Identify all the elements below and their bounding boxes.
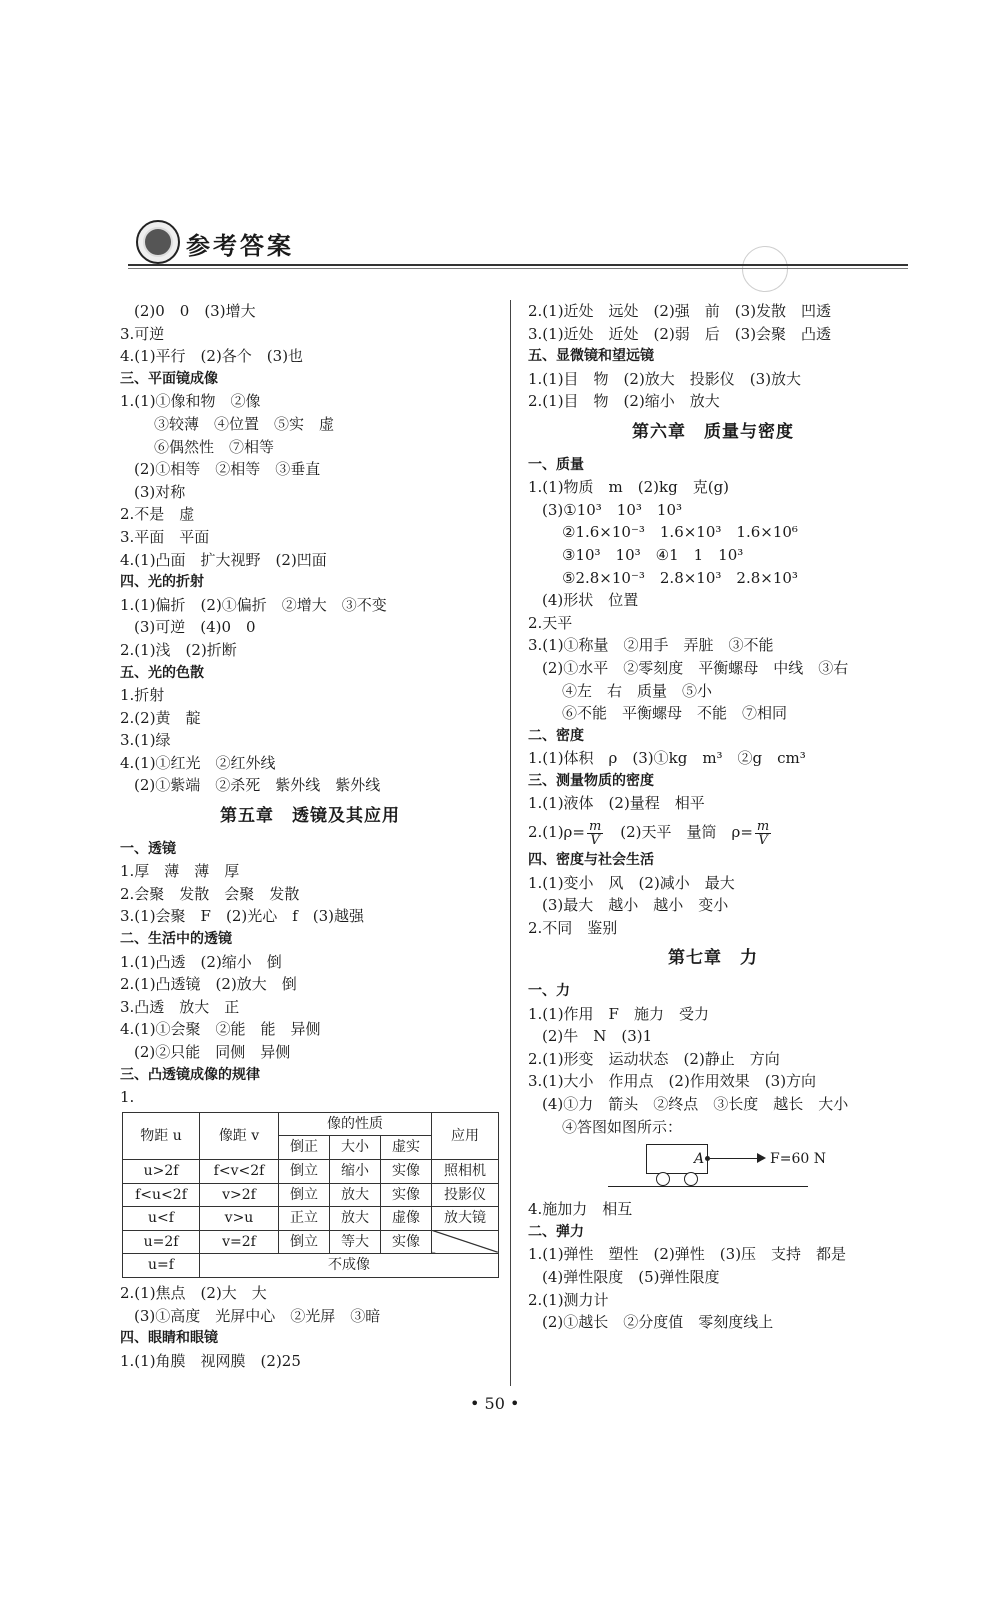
answer-line: 1.折射	[120, 686, 165, 705]
section-heading: 三、测量物质的密度	[528, 772, 654, 789]
answer-line: 3.(1)绿	[120, 731, 171, 750]
answer-line: ⑥不能 平衡螺母 不能 ⑦相同	[562, 704, 788, 723]
section-heading: 二、弹力	[528, 1223, 584, 1240]
answer-line: 1.(1)作用 F 施力 受力	[528, 1004, 709, 1023]
answer-line: ②1.6×10⁻³ 1.6×10³ 1.6×10⁶	[562, 523, 798, 542]
answer-line: 3.(1)近处 近处 (2)弱 后 (3)会聚 凸透	[528, 324, 832, 343]
lens-imaging-table	[122, 1112, 499, 1278]
formula-text: 2.(1)ρ=	[528, 823, 585, 842]
answer-line: 2.天平	[528, 613, 573, 632]
answer-line: 3.(1)会聚 F (2)光心 f (3)越强	[120, 907, 365, 926]
answer-line: 2.(1)凸透镜 (2)放大 倒	[120, 975, 297, 994]
chapter-title: 第六章 质量与密度	[632, 421, 794, 442]
formula-text: (2)天平 量筒 ρ=	[605, 823, 753, 842]
table-cell: u=f	[123, 1254, 200, 1278]
answer-line: 4.(1)凸面 扩大视野 (2)凹面	[120, 550, 327, 569]
answer-line: (2)①越长 ②分度值 零刻度线上	[542, 1313, 774, 1332]
point-label: A	[694, 1151, 705, 1168]
answer-line: 1.(1)物质 m (2)kg 克(g)	[528, 478, 730, 497]
section-heading: 五、光的色散	[120, 664, 204, 681]
table-cell: 放大镜	[432, 1207, 499, 1231]
fraction-denominator: V	[758, 832, 768, 848]
table-cell: 虚像	[381, 1207, 432, 1231]
answer-line: 1.厚 薄 薄 厚	[120, 862, 240, 881]
table-header: 物距 u	[123, 1112, 200, 1159]
answer-line: 1.(1)①像和物 ②像	[120, 392, 261, 411]
answer-line: ⑥偶然性 ⑦相等	[154, 437, 275, 456]
answer-line: (3)对称	[134, 482, 186, 501]
table-cell: 放大	[330, 1207, 381, 1231]
section-heading: 四、密度与社会生活	[528, 852, 654, 869]
answer-line: (2)①水平 ②零刻度 平衡螺母 中线 ③右	[542, 658, 849, 677]
table-header: 应用	[432, 1112, 499, 1159]
table-cell: 实像	[381, 1230, 432, 1254]
table-cell: u=2f	[123, 1230, 200, 1254]
table-cell: 照相机	[432, 1159, 499, 1183]
table-cell: 倒立	[279, 1159, 330, 1183]
answer-line: 3.(1)①称量 ②用手 弄脏 ③不能	[528, 636, 774, 655]
section-heading: 四、光的折射	[120, 574, 204, 591]
answer-line: 2.(1)测力计	[528, 1290, 609, 1309]
table-cell: v=2f	[200, 1230, 279, 1254]
density-fraction	[755, 820, 771, 847]
section-heading: 三、凸透镜成像的规律	[120, 1066, 260, 1083]
answer-line: ④答图如图所示：	[562, 1117, 683, 1136]
section-heading: 一、质量	[528, 456, 584, 473]
left-column	[120, 300, 500, 1372]
table-cell: 实像	[381, 1159, 432, 1183]
table-header: 像距 v	[200, 1112, 279, 1159]
fraction-numerator: m	[756, 818, 770, 834]
ground-line	[608, 1186, 808, 1187]
chapter-title: 第七章 力	[668, 948, 758, 969]
density-fraction	[587, 820, 603, 847]
answer-line: 4.(1)①会聚 ②能 能 异侧	[120, 1020, 321, 1039]
answer-line: ⑤2.8×10⁻³ 2.8×10³ 2.8×10³	[562, 568, 798, 587]
table-cell-diagonal	[432, 1230, 499, 1254]
section-heading: 二、密度	[528, 727, 584, 744]
answer-line: 3.凸透 放大 正	[120, 997, 240, 1016]
answer-line: 1.(1)角膜 视网膜 (2)25	[120, 1351, 301, 1370]
table-cell: v>u	[200, 1207, 279, 1231]
answer-line: 2.会聚 发散 会聚 发散	[120, 884, 300, 903]
answer-line: 2.不同 鉴别	[528, 918, 618, 937]
table-row	[123, 1230, 499, 1254]
density-formula-line	[528, 815, 898, 849]
arrowhead-icon	[757, 1153, 766, 1163]
stamp-icon	[742, 246, 788, 292]
answer-line: 4.施加力 相互	[528, 1200, 633, 1219]
table-row	[123, 1207, 499, 1231]
table-cell: 放大	[330, 1183, 381, 1207]
answer-line: (2)牛 N (3)1	[542, 1027, 653, 1046]
answer-line: 3.平面 平面	[120, 527, 210, 546]
answer-line: (2)②只能 同侧 异侧	[134, 1043, 291, 1061]
answer-line: 3.可逆	[120, 324, 165, 343]
table-cell: 缩小	[330, 1159, 381, 1183]
answer-line: 2.(1)焦点 (2)大 大	[120, 1283, 267, 1302]
section-heading: 一、透镜	[120, 840, 176, 857]
fraction-numerator: m	[588, 818, 602, 834]
table-cell: 倒立	[279, 1230, 330, 1254]
answer-line: (4)弹性限度 (5)弹性限度	[542, 1267, 720, 1286]
section-heading: 二、生活中的透镜	[120, 931, 232, 948]
chapter-title: 第五章 透镜及其应用	[220, 806, 400, 827]
table-cell: 投影仪	[432, 1183, 499, 1207]
answer-line: 1.(1)变小 风 (2)减小 最大	[528, 873, 735, 892]
answer-line: 1.(1)体积 ρ (3)①kg m³ ②g cm³	[528, 749, 806, 768]
answer-line: (2)①紫端 ②杀死 紫外线 紫外线	[134, 776, 381, 795]
answer-line: 2.(1)浅 (2)折断	[120, 640, 237, 659]
force-arrow-line	[710, 1158, 760, 1159]
table-cell: v>2f	[200, 1183, 279, 1207]
answer-line: 1.(1)偏折 (2)①偏折 ②增大 ③不变	[120, 595, 387, 614]
section-heading: 一、力	[528, 983, 570, 1000]
answer-line: (2)①相等 ②相等 ③垂直	[134, 460, 321, 479]
header-rule	[128, 264, 908, 266]
answer-line: 1.(1)液体 (2)量程 相平	[528, 794, 705, 813]
answer-line: 1.	[120, 1088, 135, 1107]
page-number: • 50 •	[470, 1394, 520, 1413]
table-cell: f<v<2f	[200, 1159, 279, 1183]
right-column	[528, 300, 898, 1334]
section-heading: 五、显微镜和望远镜	[528, 348, 654, 365]
table-cell: 倒立	[279, 1183, 330, 1207]
answer-line: 2.(1)近处 远处 (2)强 前 (3)发散 凹透	[528, 302, 832, 320]
table-cell: 正立	[279, 1207, 330, 1231]
header-rule-thin	[128, 268, 908, 269]
answer-line: (4)形状 位置	[542, 591, 639, 610]
answer-line: (4)①力 箭头 ②终点 ③长度 越长 大小	[542, 1095, 849, 1113]
answer-line: (3)①高度 光屏中心 ②光屏 ③暗	[134, 1306, 381, 1325]
section-heading: 四、眼睛和眼镜	[120, 1330, 218, 1347]
wheel-icon	[656, 1172, 670, 1186]
table-cell: u>2f	[123, 1159, 200, 1183]
table-cell: f<u<2f	[123, 1183, 200, 1207]
answer-line: (2)0 0 (3)增大	[134, 302, 256, 320]
table-header: 倒正	[279, 1136, 330, 1160]
fraction-denominator: V	[590, 832, 600, 848]
wheel-icon	[684, 1172, 698, 1186]
answer-line: (3)①10³ 10³ 10³	[542, 500, 682, 519]
school-logo-icon	[136, 220, 180, 264]
page-header	[128, 210, 908, 272]
answer-line: (3)可逆 (4)0 0	[134, 618, 256, 637]
table-cell: 实像	[381, 1183, 432, 1207]
answer-line: 2.(1)目 物 (2)缩小 放大	[528, 392, 720, 411]
table-cell: u<f	[123, 1207, 200, 1231]
section-heading: 三、平面镜成像	[120, 370, 218, 387]
answer-line: ③较薄 ④位置 ⑤实 虚	[154, 414, 335, 433]
answer-line: ③10³ 10³ ④1 1 10³	[562, 545, 744, 564]
table-row	[123, 1254, 499, 1278]
page-title: 参考答案	[186, 231, 294, 260]
answer-line: 4.(1)平行 (2)各个 (3)也	[120, 347, 304, 366]
table-header: 大小	[330, 1136, 381, 1160]
answer-line: 2.(1)形变 运动状态 (2)静止 方向	[528, 1049, 780, 1068]
force-label: F=60 N	[770, 1151, 826, 1168]
answer-line: 4.(1)①红光 ②红外线	[120, 753, 276, 772]
table-cell: 等大	[330, 1230, 381, 1254]
table-cell: 不成像	[200, 1254, 499, 1278]
force-diagram	[528, 1140, 898, 1192]
table-row	[123, 1159, 499, 1183]
answer-line: 1.(1)目 物 (2)放大 投影仪 (3)放大	[528, 369, 802, 388]
answer-line: 2.不是 虚	[120, 505, 195, 524]
table-header: 像的性质	[279, 1112, 432, 1136]
column-divider	[510, 300, 511, 1386]
answer-line: 1.(1)凸透 (2)缩小 倒	[120, 952, 282, 971]
table-header: 虚实	[381, 1136, 432, 1160]
answer-line: ④左 右 质量 ⑤小	[562, 681, 713, 700]
table-row	[123, 1183, 499, 1207]
answer-line: 1.(1)弹性 塑性 (2)弹性 (3)压 支持 都是	[528, 1245, 847, 1264]
answer-line: 3.(1)大小 作用点 (2)作用效果 (3)方向	[528, 1072, 817, 1091]
answer-line: 2.(2)黄 靛	[120, 708, 201, 727]
answer-line: (3)最大 越小 越小 变小	[542, 896, 729, 915]
